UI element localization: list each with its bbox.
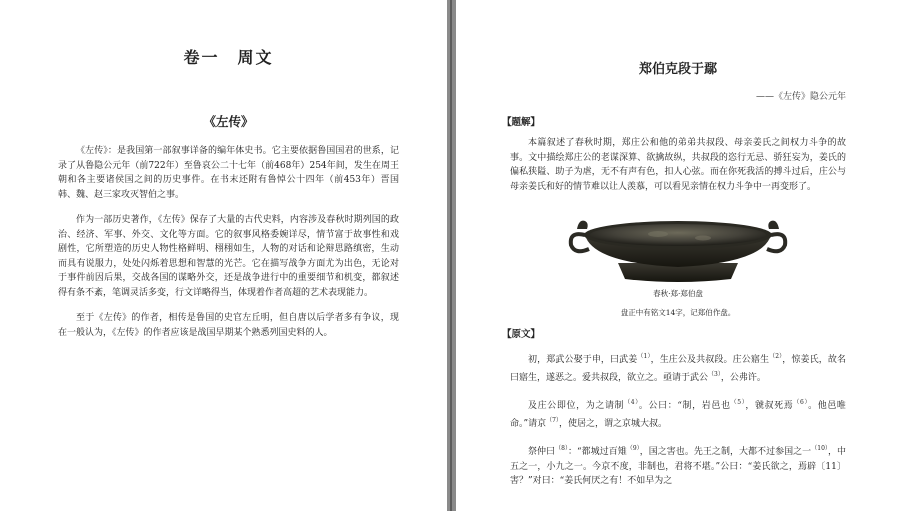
volume-title: 卷一 周文 [183,48,274,67]
theme-paragraph: 本篇叙述了春秋时期，郑庄公和他的弟弟共叔段、母亲姜氏之间权力斗争的故事。文中描绘郑庄公的老谋深算、欲擒故纵，共叔段的恣行无忌、骄狂妄为，姜氏的偏私狭隘、助子为虐，无不有声有色，扣人心弦。而在你死我活的搏斗过后，庄公与母亲姜氏和好的情节难以让人羡慕，可以看见亲情在权力斗争中一再变形了。 [510,138,846,192]
original-paragraph-1: 初，郑武公娶于申，曰武姜$^{(1)}$，生庄公及共叔段。庄公寤生$^{(2)}$，惊姜氏，故名曰寤生，遂恶之。爱共叔段，欲立之。亟请于武公$^{(3)}$，公弗许。 [510,353,846,383]
note-marker[interactable]: （9） [626,445,640,452]
note-marker[interactable]: （7） [546,416,559,424]
chapter-source: ——《左传》隐公元年 [755,92,846,102]
book-title: 《左传》 [203,114,254,129]
note-marker[interactable]: （5） [730,399,746,406]
intro-paragraph-2: 作为一部历史著作，《左传》保存了大量的古代史料，内容涉及春秋时期列国的政治、经济、军事、外交、文化等方面。它的叙事风格委婉详尽，情节富于故事性和戏剧性，它所塑造的历史人物性格鲜明、栩栩如生，人物的对话和论辩思路缜密，生动而具有说服力，处处闪烁着思想和智慧的光芒。它在描写战争方面尤为出色，无论对于事件前因后果，交战各国的谋略外交，还是战争进行中的重要细节和机变，都叙述得有条不紊，笔调灵活多变，行文详略得当，体现着作者高超的艺术表现能力。 [58,215,399,298]
right-page [456,0,900,511]
intro-paragraph-3: 至于《左传》的作者，相传是鲁国的史官左丘明，但自唐以后学者多有争议，现在一般认为，《左传》的作者应该是战国早期某个熟悉列国史料的人。 [58,313,399,338]
bronze-plate-image [563,205,793,285]
note-marker[interactable]: （6） [793,399,809,406]
note-marker[interactable]: （2） [769,353,783,360]
figure-caption: 春秋·郑·郑伯盘 [653,289,703,298]
original-paragraph-3: 祭仲曰$^{(8)}$：“都城过百雉$^{(9)}$，国之害也。先王之制，大都不过参国之一$^{(10)}$，中五之一，小九之一。今京不度，非制也，君将不堪。”公曰：“姜氏欲之，焉辟〔11〕害？”对曰：“姜氏何厌之有！不如早为之 [510,445,846,486]
note-marker[interactable]: （4） [624,399,639,406]
chapter-title: 郑伯克段于鄢 [638,62,717,77]
note-marker[interactable]: （3） [708,370,721,378]
note-marker[interactable]: （10） [811,445,828,452]
intro-paragraph-1: 《左传》：是我国第一部叙事详备的编年体史书。它主要依据鲁国国君的世系，记录了从鲁隐公元年（前722年）至鲁哀公二十七年（前468年）254年间，发生在周王朝和各主要诸侯国之间的历史事件。在书末还附有鲁悼公十四年（前453年）晋国韩、魏、赵三家攻灭智伯之事。 [58,146,399,200]
theme-heading: 【题解】 [502,117,541,128]
page-gutter [447,0,456,511]
note-marker[interactable]: （1） [637,353,651,360]
original-text-heading: 【原文】 [502,329,541,340]
left-page [0,0,447,511]
original-paragraph-2: 及庄公即位，为之请制$^{(4)}$。公曰：“制，岩邑也$^{(5)}$，虢叔死焉$^{(6)}$。他邑唯命。”请京$^{(7)}$，使居之，谓之京城大叔。 [510,399,846,429]
figure-note: 盘正中有铭文14字，记郑伯作盘。 [620,308,736,317]
note-marker[interactable]: （8） [555,445,568,452]
bronze-plate-figure [510,205,846,285]
